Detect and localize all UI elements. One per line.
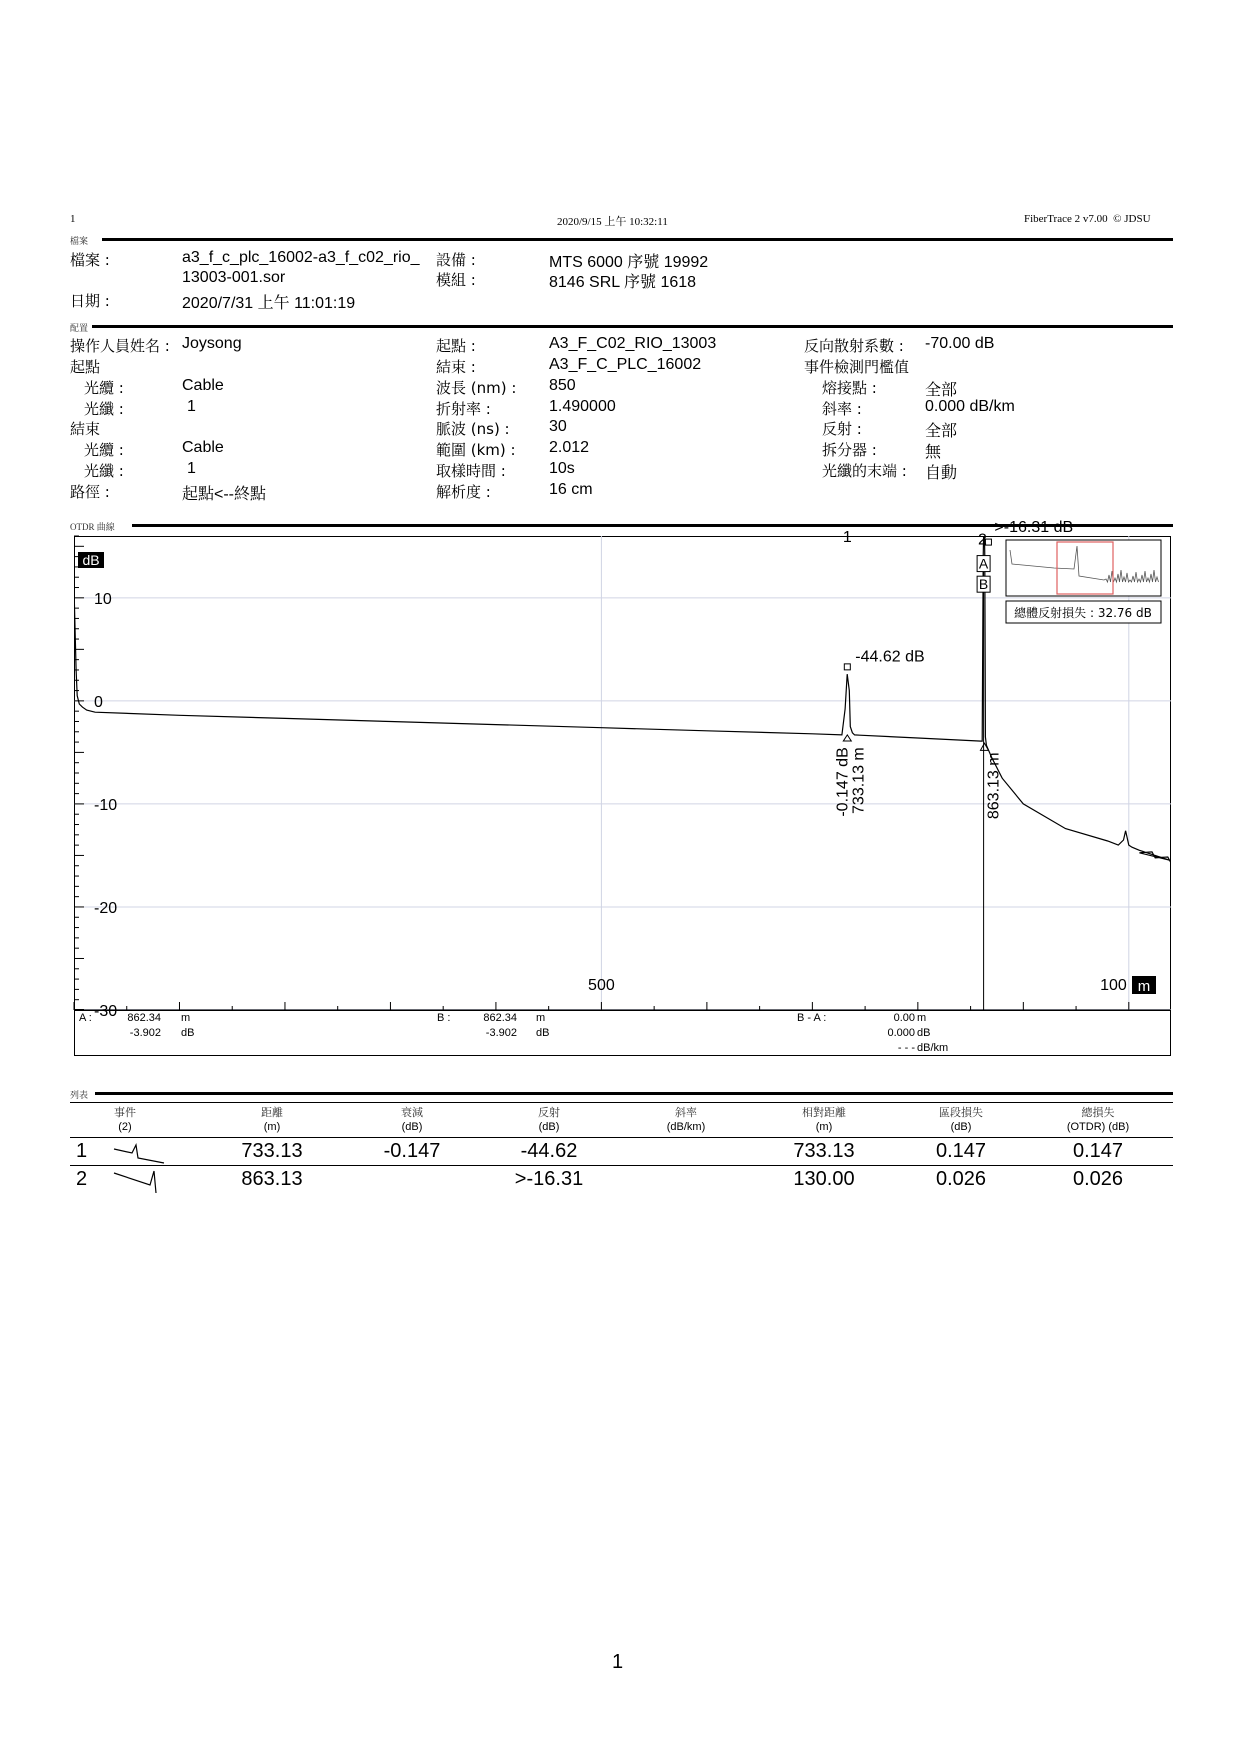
ior-label: 折射率 : bbox=[436, 400, 491, 418]
range-value: 2.012 bbox=[549, 439, 590, 456]
row-2-reflectance: >-16.31 bbox=[514, 1168, 584, 1190]
column-unit: (dB) bbox=[950, 1121, 972, 1133]
row-1-total-loss: 0.147 bbox=[1072, 1140, 1124, 1162]
file-value: a3_f_c_plc_16002-a3_f_c02_rio_ bbox=[182, 249, 420, 266]
marker-b-dist-unit: m bbox=[536, 1012, 546, 1024]
column-header: 斜率 bbox=[675, 1107, 697, 1119]
pulse-label: 脈波 (ns) : bbox=[436, 420, 510, 438]
column-header: 衰減 bbox=[401, 1107, 423, 1119]
column-unit: (dB) bbox=[401, 1121, 423, 1133]
column-header: 相對距離 bbox=[802, 1107, 846, 1119]
column-unit: (m) bbox=[815, 1121, 833, 1133]
marker-ba-slope: - - - bbox=[897, 1042, 915, 1054]
splice-label: 熔接點 : bbox=[822, 379, 877, 397]
end-fiber-value: 1 bbox=[187, 460, 196, 477]
backscatter-value: -70.00 dB bbox=[925, 335, 995, 352]
event-2-distance-label: 863.13 m bbox=[985, 752, 1003, 820]
acq-label: 取樣時間 : bbox=[436, 462, 506, 480]
acq-value: 10s bbox=[549, 460, 575, 477]
y-tick-label: -30 bbox=[94, 1003, 118, 1020]
date-label: 日期 : bbox=[70, 292, 110, 310]
start-cable-value: Cable bbox=[182, 377, 224, 394]
reflect-label: 反射 : bbox=[822, 420, 862, 438]
table-header-top-rule bbox=[70, 1102, 1173, 1103]
end-event-icon bbox=[112, 1169, 166, 1195]
device-value: MTS 6000 序號 19992 bbox=[549, 254, 709, 271]
operator-value: Joysong bbox=[182, 335, 242, 352]
event-2-reflectance-label: >-16.31 dB bbox=[994, 518, 1074, 536]
event-1-distance-label: 733.13 m bbox=[850, 747, 868, 814]
file-value-cont: 13003-001.sor bbox=[182, 269, 286, 286]
print-datetime: 2020/9/15 上午 10:32:11 bbox=[557, 216, 668, 228]
origin-value: A3_F_C02_RIO_13003 bbox=[549, 335, 717, 352]
config-section-title: 配置 bbox=[70, 323, 89, 333]
device-label: 設備 : bbox=[436, 251, 476, 269]
marker-ba-db-unit: dB bbox=[917, 1027, 931, 1039]
table-section-title: 列表 bbox=[70, 1090, 89, 1100]
marker-ba-slope-unit: dB/km bbox=[917, 1042, 949, 1054]
event-1-reflect-marker bbox=[844, 664, 850, 670]
module-label: 模組 : bbox=[436, 271, 476, 289]
reflective-event-icon bbox=[112, 1141, 166, 1167]
start-fiber-value: 1 bbox=[187, 398, 196, 415]
date-value: 2020/7/31 上午 11:01:19 bbox=[182, 295, 356, 312]
row-1-reflectance: -44.62 bbox=[520, 1140, 578, 1162]
column-header: 區段損失 bbox=[939, 1107, 983, 1119]
page-index: 1 bbox=[70, 213, 76, 225]
operator-label: 操作人員姓名 : bbox=[70, 337, 170, 355]
footer-page-number: 1 bbox=[612, 1651, 624, 1673]
resolution-label: 解析度 : bbox=[436, 483, 491, 501]
marker-readout bbox=[74, 1010, 1171, 1056]
wavelength-value: 850 bbox=[549, 377, 576, 394]
row-divider bbox=[70, 1165, 1173, 1166]
event-1-reflectance-label: -44.62 dB bbox=[855, 648, 925, 666]
row-2-total-loss: 0.026 bbox=[1072, 1168, 1124, 1190]
column-unit: (dB) bbox=[538, 1121, 560, 1133]
splitter-label: 拆分器 : bbox=[822, 441, 877, 459]
table-section-divider bbox=[95, 1092, 1173, 1095]
y-unit-label: dB bbox=[82, 552, 100, 568]
row-1-distance: 733.13 bbox=[241, 1140, 303, 1162]
column-unit: (OTDR) (dB) bbox=[1066, 1121, 1130, 1133]
column-unit: (dB/km) bbox=[666, 1121, 706, 1133]
row-2-num: 2 bbox=[76, 1168, 88, 1190]
software-version: FiberTrace 2 v7.00 © JDSU bbox=[1024, 213, 1151, 225]
path-value: 起點<--終點 bbox=[182, 486, 267, 503]
threshold-heading: 事件檢測門檻值 bbox=[804, 358, 910, 376]
marker-ba-db: 0.000 bbox=[887, 1027, 915, 1039]
row-2-distance: 863.13 bbox=[241, 1168, 303, 1190]
column-header: 事件 bbox=[114, 1107, 136, 1119]
marker-a-dist-unit: m bbox=[181, 1012, 191, 1024]
reflect-value: 全部 bbox=[925, 423, 958, 440]
finish-label: 結束 : bbox=[436, 358, 476, 376]
x-tick-label: 500 bbox=[588, 977, 615, 994]
x-unit-label: m bbox=[1137, 978, 1151, 995]
otdr-section-title: OTDR 曲線 bbox=[70, 522, 115, 532]
origin-label: 起點 : bbox=[436, 337, 476, 355]
cursor-b-label: B bbox=[978, 576, 989, 593]
file-section-divider bbox=[102, 238, 1173, 241]
backscatter-label: 反向散射系數 : bbox=[804, 337, 904, 355]
row-1-relative: 733.13 bbox=[793, 1140, 855, 1162]
y-tick-label: -20 bbox=[94, 899, 118, 917]
column-header: 反射 bbox=[538, 1107, 560, 1119]
table-header-bottom-rule bbox=[70, 1137, 1173, 1138]
slope-label: 斜率 : bbox=[822, 400, 862, 418]
start-cable-label: 光纜 : bbox=[84, 379, 124, 397]
splice-value: 全部 bbox=[925, 382, 958, 399]
resolution-value: 16 cm bbox=[549, 481, 593, 498]
row-2-section-loss: 0.026 bbox=[935, 1168, 987, 1190]
marker-b-dist: 862.34 bbox=[483, 1012, 517, 1024]
start-heading: 起點 bbox=[70, 358, 101, 376]
marker-b-db: -3.902 bbox=[485, 1027, 517, 1039]
column-header: 距離 bbox=[261, 1107, 283, 1119]
fiberend-value: 自動 bbox=[925, 465, 958, 482]
column-unit: (2) bbox=[118, 1121, 132, 1133]
event-1-loss-label: -0.147 dB bbox=[834, 747, 852, 817]
x-tick-label: 100 bbox=[1100, 977, 1127, 994]
module-value: 8146 SRL 序號 1618 bbox=[549, 274, 697, 291]
marker-ba-label: B - A : bbox=[797, 1012, 827, 1024]
overview-thumbnail[interactable] bbox=[1006, 540, 1161, 596]
start-fiber-label: 光纖 : bbox=[84, 400, 124, 418]
file-section-title: 檔案 bbox=[70, 236, 89, 246]
y-tick-label: -10 bbox=[94, 796, 118, 814]
fiberend-label: 光纖的末端 : bbox=[822, 462, 907, 480]
end-heading: 結束 bbox=[70, 420, 101, 438]
column-unit: (m) bbox=[263, 1121, 281, 1133]
path-label: 路徑 : bbox=[70, 483, 110, 501]
marker-a-dist: 862.34 bbox=[127, 1012, 161, 1024]
cursor-a-label: A bbox=[978, 555, 989, 572]
event-1-number: 1 bbox=[842, 529, 852, 547]
row-1-section-loss: 0.147 bbox=[935, 1140, 987, 1162]
row-1-attenuation: -0.147 bbox=[383, 1140, 441, 1162]
marker-ba-dist-unit: m bbox=[917, 1012, 927, 1024]
end-fiber-label: 光纖 : bbox=[84, 462, 124, 480]
wavelength-label: 波長 (nm) : bbox=[436, 379, 517, 397]
pulse-value: 30 bbox=[549, 418, 567, 435]
marker-b-db-unit: dB bbox=[536, 1027, 550, 1039]
config-section-divider bbox=[92, 325, 1173, 328]
orl-label: 總體反射損失 : 32.76 dB bbox=[1014, 606, 1152, 620]
y-tick-label: 0 bbox=[94, 693, 103, 711]
y-tick-label: 10 bbox=[94, 590, 112, 608]
range-label: 範圍 (km) : bbox=[436, 441, 516, 459]
event-2-number: 2 bbox=[977, 531, 987, 549]
marker-a-label: A : bbox=[79, 1012, 92, 1024]
overview-frame bbox=[1006, 540, 1161, 596]
marker-a-db-unit: dB bbox=[181, 1027, 195, 1039]
finish-value: A3_F_C_PLC_16002 bbox=[549, 356, 702, 373]
marker-ba-dist: 0.00 bbox=[893, 1012, 915, 1024]
row-1-num: 1 bbox=[76, 1140, 88, 1162]
marker-a-db: -3.902 bbox=[129, 1027, 161, 1039]
end-cable-label: 光纜 : bbox=[84, 441, 124, 459]
file-label: 檔案 : bbox=[70, 251, 110, 269]
column-header: 總損失 bbox=[1081, 1107, 1115, 1119]
row-2-relative: 130.00 bbox=[793, 1168, 855, 1190]
marker-b-label: B : bbox=[437, 1012, 451, 1024]
end-cable-value: Cable bbox=[182, 439, 224, 456]
slope-value: 0.000 dB/km bbox=[925, 398, 1015, 415]
splitter-value: 無 bbox=[925, 444, 942, 461]
ior-value: 1.490000 bbox=[549, 398, 616, 415]
